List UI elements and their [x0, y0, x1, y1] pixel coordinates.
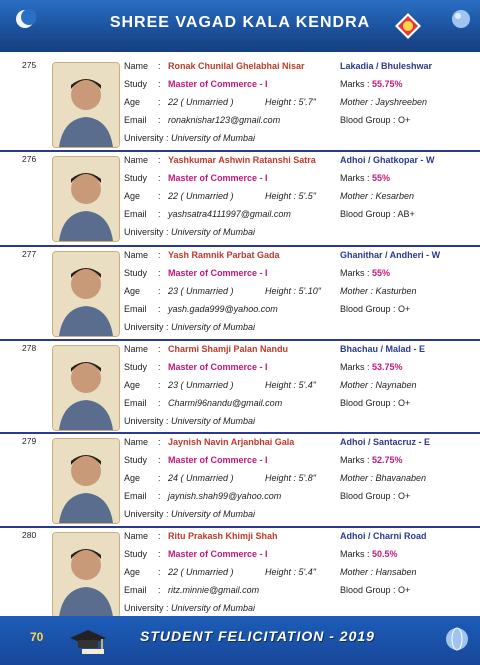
height-value: Height : 5'.10" — [265, 286, 321, 296]
colon: : — [158, 61, 161, 71]
mother-name: Mother : Hansaben — [340, 567, 417, 577]
colon: : — [158, 268, 161, 278]
marks-value: 55% — [372, 173, 391, 183]
kendra-logo-icon — [394, 12, 422, 40]
colon: : — [158, 491, 161, 501]
record-divider — [0, 526, 480, 528]
colon: : — [158, 380, 161, 390]
person-avatar-icon — [53, 439, 119, 523]
colon: : — [158, 286, 161, 296]
study-value: Master of Commerce - I — [168, 79, 268, 89]
age-label: Age — [124, 473, 141, 483]
university-label: University : — [124, 322, 169, 332]
colon: : — [158, 567, 161, 577]
colon: : — [158, 473, 161, 483]
study-label: Study — [124, 79, 148, 89]
university-value: University of Mumbai — [171, 509, 256, 519]
student-name: Charmi Shamji Palan Nandu — [168, 344, 289, 354]
blood-group: Blood Group : O+ — [340, 585, 411, 595]
university — [124, 322, 255, 332]
email-value: ronaknishar123@gmail.com — [168, 115, 281, 125]
email-label: Email — [124, 209, 147, 219]
student-photo — [52, 532, 120, 618]
age-label: Age — [124, 97, 141, 107]
height-value: Height : 5'.8" — [265, 473, 316, 483]
serial-number: 277 — [22, 249, 37, 259]
study-label: Study — [124, 173, 148, 183]
student-photo — [52, 62, 120, 148]
marks-label: Marks : — [340, 455, 370, 465]
height-value: Height : 5'.7" — [265, 97, 316, 107]
colon: : — [158, 531, 161, 541]
record-divider — [0, 339, 480, 341]
university-value: University of Mumbai — [171, 322, 256, 332]
marks — [340, 362, 403, 372]
height-value: Height : 5'.5" — [265, 191, 316, 201]
marks-label: Marks : — [340, 362, 370, 372]
colon: : — [158, 115, 161, 125]
marks-value: 52.75% — [372, 455, 403, 465]
globe-icon — [450, 8, 472, 30]
serial-number: 276 — [22, 154, 37, 164]
colon: : — [158, 173, 161, 183]
student-record — [0, 150, 480, 243]
graduation-cap-icon — [68, 626, 108, 656]
email-value: jaynish.shah99@yahoo.com — [168, 491, 282, 501]
age-value: 24 ( Unmarried ) — [168, 473, 234, 483]
email-label: Email — [124, 115, 147, 125]
email-value: yashsatra4111997@gmail.com — [168, 209, 291, 219]
student-photo — [52, 251, 120, 337]
student-record — [0, 526, 480, 619]
colon: : — [158, 304, 161, 314]
person-avatar-icon — [53, 346, 119, 430]
university-value: University of Mumbai — [171, 603, 256, 613]
student-photo — [52, 156, 120, 242]
colon: : — [158, 455, 161, 465]
age-value: 23 ( Unmarried ) — [168, 286, 234, 296]
page-footer — [0, 616, 480, 665]
footer-title: STUDENT FELICITATION - 2019 — [140, 628, 375, 644]
colon: : — [158, 398, 161, 408]
page-title: SHREE VAGAD KALA KENDRA — [109, 14, 371, 31]
marks-label: Marks : — [340, 79, 370, 89]
age-value: 22 ( Unmarried ) — [168, 191, 234, 201]
student-record — [0, 56, 480, 149]
marks-value: 53.75% — [372, 362, 403, 372]
name-label: Name — [124, 344, 149, 354]
page-header — [0, 0, 480, 52]
age-label: Age — [124, 567, 141, 577]
person-avatar-icon — [53, 157, 119, 241]
marks — [340, 549, 398, 559]
student-name: Ritu Prakash Khimji Shah — [168, 531, 278, 541]
study-value: Master of Commerce - I — [168, 268, 268, 278]
marks-label: Marks : — [340, 549, 370, 559]
marks-value: 50.5% — [372, 549, 398, 559]
university-label: University : — [124, 227, 169, 237]
email-label: Email — [124, 491, 147, 501]
serial-number: 275 — [22, 60, 37, 70]
native-place: Bhachau / Malad - E — [340, 344, 426, 354]
email-label: Email — [124, 585, 147, 595]
student-photo — [52, 438, 120, 524]
marks-value: 55% — [372, 268, 391, 278]
university-label: University : — [124, 509, 169, 519]
student-photo — [52, 345, 120, 431]
colon: : — [158, 549, 161, 559]
university-value: University of Mumbai — [171, 416, 256, 426]
marks — [340, 455, 403, 465]
university — [124, 133, 255, 143]
student-name: Yash Ramnik Parbat Gada — [168, 250, 280, 260]
university — [124, 509, 255, 519]
colon: : — [158, 97, 161, 107]
student-record — [0, 245, 480, 338]
marks — [340, 268, 390, 278]
study-value: Master of Commerce - I — [168, 173, 268, 183]
name-label: Name — [124, 531, 149, 541]
colon: : — [158, 250, 161, 260]
mother-name: Mother : Naynaben — [340, 380, 417, 390]
student-record — [0, 339, 480, 432]
blood-group: Blood Group : O+ — [340, 491, 411, 501]
serial-number: 280 — [22, 530, 37, 540]
university-label: University : — [124, 416, 169, 426]
marks-label: Marks : — [340, 173, 370, 183]
marks — [340, 173, 390, 183]
serial-number: 279 — [22, 436, 37, 446]
marks-value: 55.75% — [372, 79, 403, 89]
name-label: Name — [124, 155, 149, 165]
university — [124, 227, 255, 237]
study-label: Study — [124, 268, 148, 278]
colon: : — [158, 344, 161, 354]
native-place: Adhoi / Santacruz - E — [340, 437, 431, 447]
record-divider — [0, 432, 480, 434]
student-name: Jaynish Navin Arjanbhai Gala — [168, 437, 295, 447]
study-label: Study — [124, 549, 148, 559]
blood-group: Blood Group : AB+ — [340, 209, 415, 219]
email-value: Charmi96nandu@gmail.com — [168, 398, 283, 408]
study-label: Study — [124, 362, 148, 372]
person-avatar-icon — [53, 533, 119, 617]
person-avatar-icon — [53, 252, 119, 336]
age-label: Age — [124, 191, 141, 201]
colon: : — [158, 362, 161, 372]
email-label: Email — [124, 398, 147, 408]
university — [124, 603, 255, 613]
colon: : — [158, 155, 161, 165]
age-label: Age — [124, 380, 141, 390]
student-record — [0, 432, 480, 525]
email-label: Email — [124, 304, 147, 314]
university-value: University of Mumbai — [171, 133, 256, 143]
native-place: Adhoi / Charni Road — [340, 531, 427, 541]
blood-group: Blood Group : O+ — [340, 115, 411, 125]
colon: : — [158, 191, 161, 201]
name-label: Name — [124, 250, 149, 260]
record-divider — [0, 150, 480, 152]
native-place: Ghanithar / Andheri - W — [340, 250, 441, 260]
university-label: University : — [124, 133, 169, 143]
mother-name: Mother : Bhavanaben — [340, 473, 427, 483]
blood-group: Blood Group : O+ — [340, 398, 411, 408]
study-value: Master of Commerce - I — [168, 455, 268, 465]
name-label: Name — [124, 61, 149, 71]
mother-name: Mother : Jayshreeben — [340, 97, 428, 107]
blood-group: Blood Group : O+ — [340, 304, 411, 314]
person-avatar-icon — [53, 63, 119, 147]
student-name: Ronak Chunilal Ghelabhai Nisar — [168, 61, 305, 71]
height-value: Height : 5'.4" — [265, 567, 316, 577]
colon: : — [158, 79, 161, 89]
mother-name: Mother : Kesarben — [340, 191, 415, 201]
email-value: ritz.minnie@gmail.com — [168, 585, 260, 595]
university — [124, 416, 255, 426]
serial-number: 278 — [22, 343, 37, 353]
name-label: Name — [124, 437, 149, 447]
mother-name: Mother : Kasturben — [340, 286, 417, 296]
globe-icon — [444, 626, 470, 652]
university-label: University : — [124, 603, 169, 613]
native-place: Adhoi / Ghatkopar - W — [340, 155, 435, 165]
record-divider — [0, 245, 480, 247]
age-label: Age — [124, 286, 141, 296]
age-value: 22 ( Unmarried ) — [168, 567, 234, 577]
colon: : — [158, 585, 161, 595]
university-value: University of Mumbai — [171, 227, 256, 237]
colon: : — [158, 209, 161, 219]
page-number: 70 — [30, 630, 44, 644]
height-value: Height : 5'.4" — [265, 380, 316, 390]
native-place: Lakadia / Bhuleshwar — [340, 61, 433, 71]
marks-label: Marks : — [340, 268, 370, 278]
age-value: 23 ( Unmarried ) — [168, 380, 234, 390]
study-value: Master of Commerce - I — [168, 362, 268, 372]
study-value: Master of Commerce - I — [168, 549, 268, 559]
study-label: Study — [124, 455, 148, 465]
colon: : — [158, 437, 161, 447]
marks — [340, 79, 403, 89]
email-value: yash.gada999@yahoo.com — [168, 304, 278, 314]
student-name: Yashkumar Ashwin Ratanshi Satra — [168, 155, 316, 165]
age-value: 22 ( Unmarried ) — [168, 97, 234, 107]
